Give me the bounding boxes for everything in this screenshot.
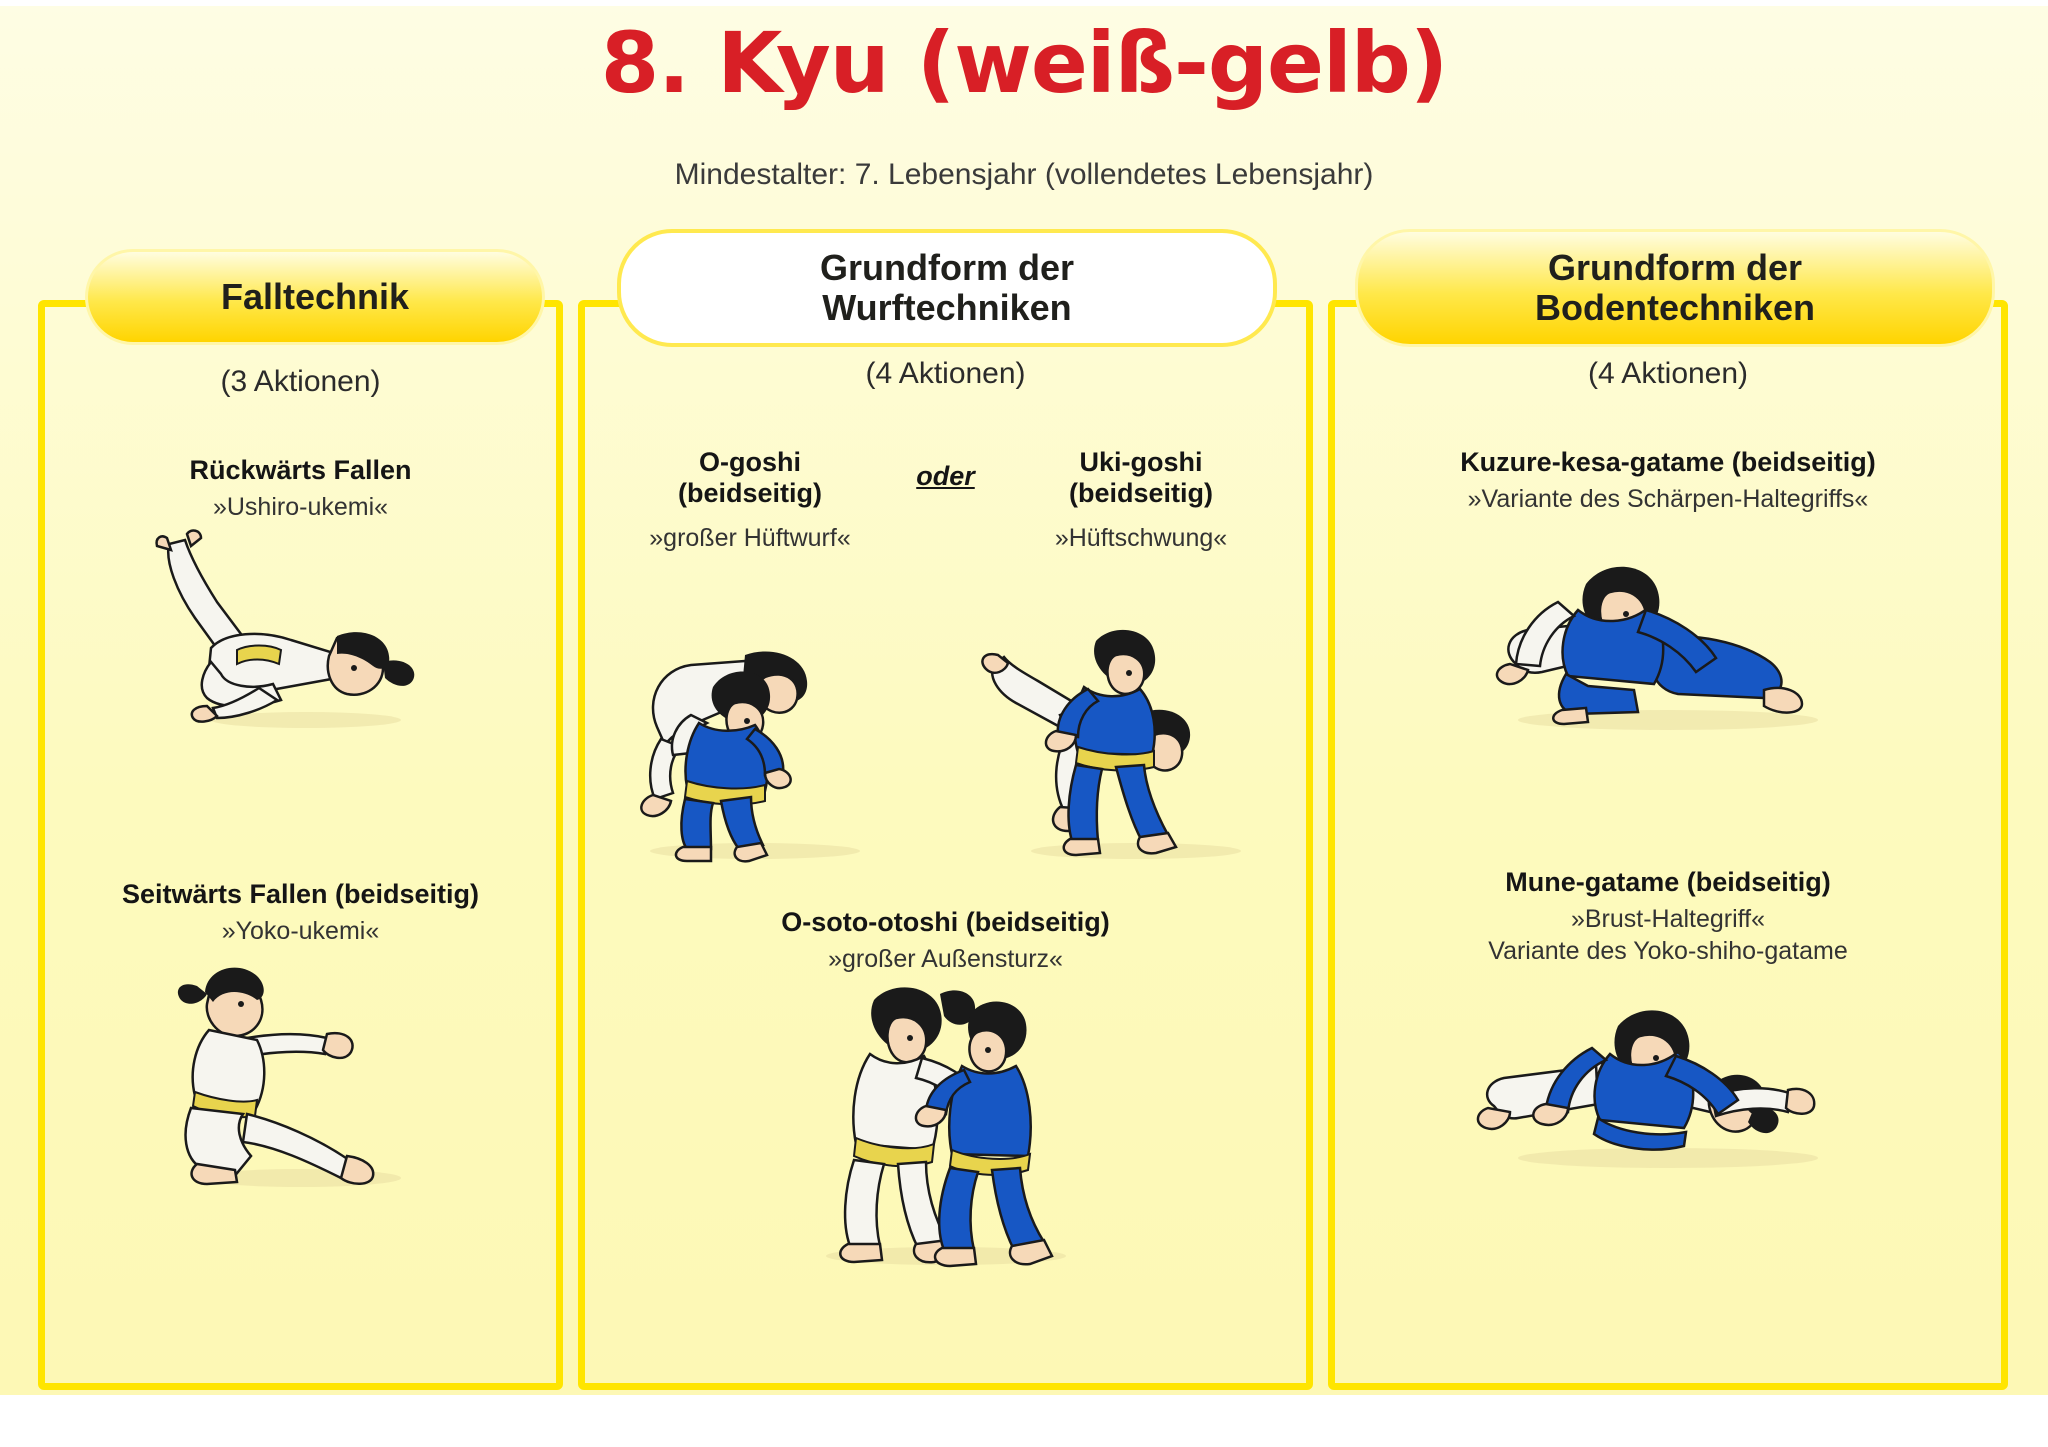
technique-o-goshi [615, 447, 885, 553]
technique-japanese: »Brust-Haltegriff« [1570, 905, 1766, 934]
technique-o-soto-otoshi [585, 907, 1306, 1274]
bottom-white-band [0, 1395, 2048, 1447]
technique-japanese: »Ushiro-ukemi« [212, 493, 389, 522]
falltechnik-actions-count: (3 Aktionen) [220, 365, 381, 398]
column-heading-label: Falltechnik [220, 275, 410, 317]
technique-name-line2: (beidseitig) [1068, 478, 1213, 509]
technique-japanese-secondary: Variante des Yoko-shiho-gatame [1488, 937, 1848, 966]
technique-japanese: »Variante des Schärpen-Haltegriffs« [1467, 485, 1869, 514]
column-heading-bodentechniken [1355, 229, 1995, 347]
technique-kuzure-kesa-gatame [1335, 447, 2001, 754]
wurftechniken-actions-count: (4 Aktionen) [865, 357, 1026, 390]
judoka-backward-fall-illustration [151, 522, 451, 752]
technique-name-line1: Uki-goshi [1079, 447, 1203, 477]
column-falltechnik [38, 275, 563, 1390]
column-heading-line2: Wurftechniken [822, 287, 1072, 328]
column-heading-line1: Grundform der [819, 246, 1074, 288]
column-wurftechniken [578, 246, 1313, 1390]
column-bodentechniken [1328, 246, 2008, 1390]
column-heading-label [1535, 248, 1815, 329]
technique-name: Rückwärts Fallen [189, 455, 412, 485]
throw-pair-figures [585, 607, 1306, 867]
throw-pair-connector [891, 447, 1001, 553]
technique-name [615, 447, 885, 509]
bodentechniken-actions-count: (4 Aktionen) [1587, 357, 1749, 390]
technique-japanese: »großer Hüftwurf« [649, 524, 851, 553]
technique-name-line2: (beidseitig) [677, 478, 822, 509]
technique-japanese: »großer Außensturz« [828, 945, 1063, 974]
column-heading-line2: Bodentechniken [1534, 287, 1816, 328]
technique-japanese: »Yoko-ukemi« [221, 917, 380, 946]
page-subtitle: Mindestalter: 7. Lebensjahr (vollendetes Lebensjahr) [674, 158, 1374, 191]
technique-name-line1: O-goshi [699, 447, 801, 477]
connector-label: oder [916, 461, 975, 491]
technique-name: Mune-gatame (beidseitig) [1505, 867, 1831, 897]
technique-uki-goshi [1006, 447, 1276, 553]
technique-name: Kuzure-kesa-gatame (beidseitig) [1460, 447, 1876, 477]
technique-japanese: »Hüftschwung« [1054, 524, 1228, 553]
throw-pair-row [585, 447, 1306, 553]
technique-name: O-soto-otoshi (beidseitig) [781, 907, 1110, 937]
mune-gatame-hold-illustration [1458, 966, 1878, 1186]
column-heading-wurftechniken [617, 229, 1277, 347]
technique-name: Seitwärts Fallen (beidseitig) [121, 879, 480, 909]
technique-yoko-ukemi [45, 879, 556, 1206]
o-soto-otoshi-throw-illustration [766, 974, 1126, 1274]
column-heading-line1: Grundform der [1547, 246, 1802, 288]
page-title: 8. Kyu (weiß-gelb) [600, 14, 1448, 112]
technique-name [1006, 447, 1276, 509]
o-goshi-throw-illustration [595, 607, 915, 867]
technique-ushiro-ukemi [45, 455, 556, 752]
uki-goshi-throw-illustration [976, 607, 1296, 867]
column-heading-falltechnik [85, 249, 545, 345]
top-white-band [0, 0, 2048, 6]
column-heading-label [820, 248, 1074, 329]
technique-mune-gatame [1335, 867, 2001, 1186]
kuzure-kesa-gatame-hold-illustration [1458, 514, 1878, 754]
judoka-side-fall-illustration [151, 946, 451, 1206]
